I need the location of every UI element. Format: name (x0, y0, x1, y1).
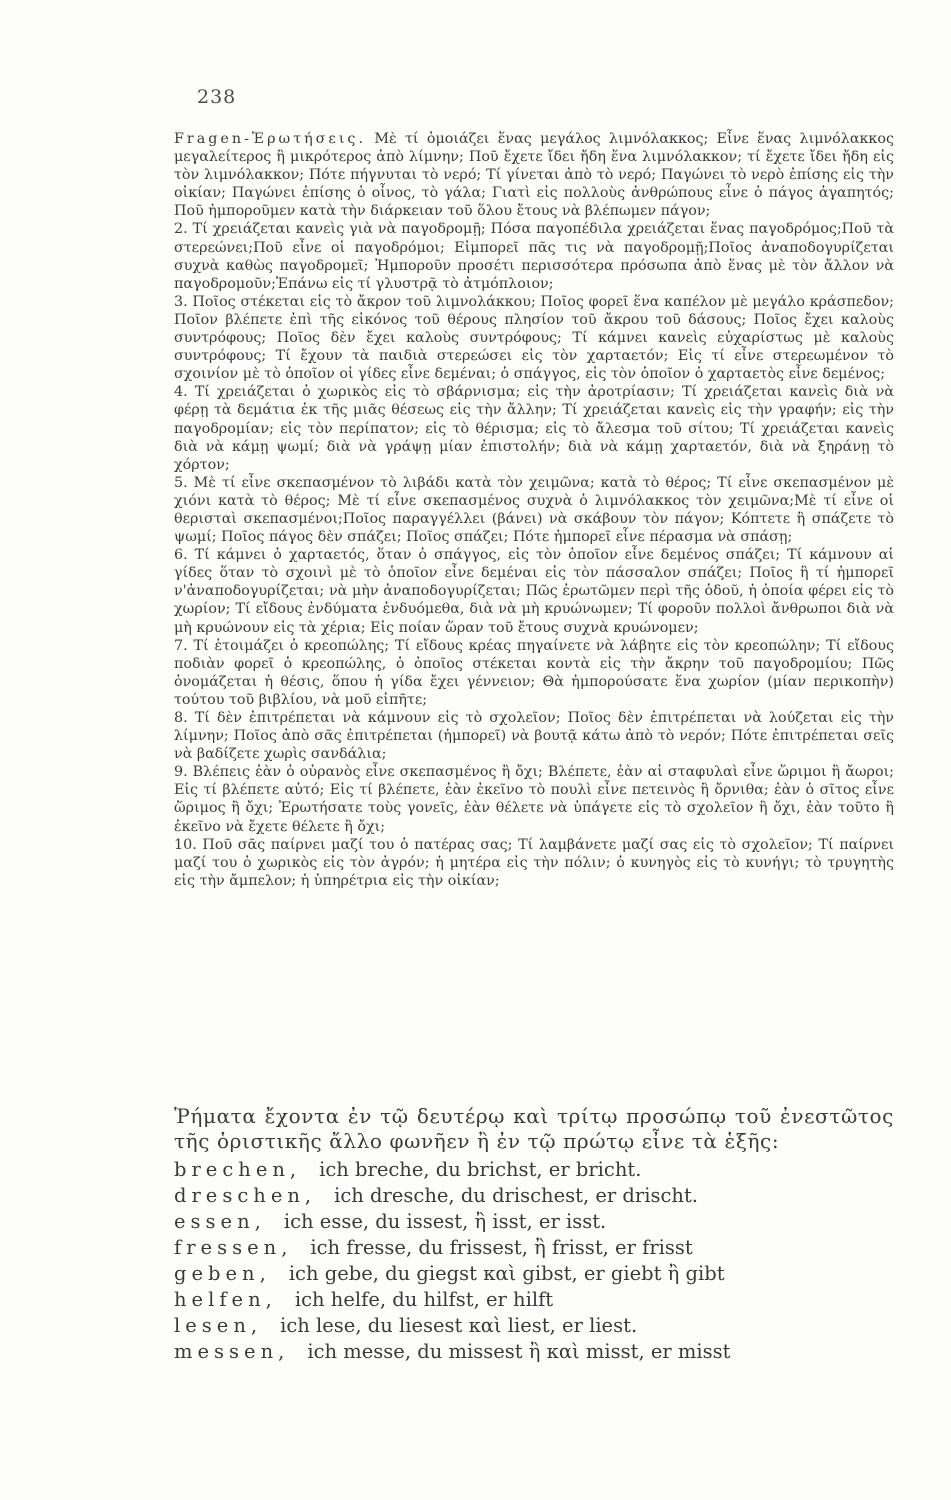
paragraph-10: 10. Ποῦ σᾶς παίρνει μαζί του ὁ πατέρας σας; Τί λαμβάνετε μαζί σας εἰς τὸ σχολεῖον; Τί παίρνει μαζί του ὁ χωρικὸς εἰς τὸν ἀγρόν; ἡ μητέρα εἰς τὴν πόλιν; ὁ κυνηγὸς εἰς τὸ κυνήγι; τὸ τρυγητὴς εἰς τὴν ἄμπελον; ἡ ὑπηρέτρια εἰς τὴν οἰκίαν; (174, 836, 894, 889)
paragraph-7: 7. Τί ἑτοιμάζει ὁ κρεοπώλης; Τί εἴδους κρέας πηγαίνετε νὰ λάβητε εἰς τὸν κρεοπώλην; Τί εἴδους ποδιὰν φορεῖ ὁ κρεοπώλης, ὁ ὁποῖος στέκεται κοντὰ εἰς τὴν ἄκρην τοῦ παγοδρομίου; Πῶς ὀνομάζεται ἡ θέσις, ὅπου ἡ γίδα ἔχει γέννειον; Θὰ ἠμπορούσατε ἕνα χωρίον (μίαν περικοπὴν) τούτου τοῦ βιβλίου, νὰ μοῦ εἰπῆτε; (174, 637, 894, 708)
verb-infinitive: fressen, (174, 1236, 293, 1259)
verb-forms: ich gebe, du giegst καὶ gibst, er giebt ἢ gibt (288, 1262, 725, 1285)
section-title: Fragen-Ἐρωτήσεις. (174, 131, 366, 147)
paragraph-4: 4. Τί χρειάζεται ὁ χωρικὸς εἰς τὸ σβάρνισμα; εἰς τὴν ἀροτρίασιν; Τί χρειάζεται κανεὶς διὰ νὰ φέρῃ τὰ δεμάτια ἐκ τῆς μιᾶς θέσεως εἰς τὴν ἄλλην; Τί χρειάζεται κανεὶς εἰς τὴν γραφήν; εἰς τὴν παγοδρομίαν; εἰς τὸν περίπατον; εἰς τὸ θέρισμα; εἰς τὸ ἄλεσμα τοῦ σίτου; Τί χρειάζεται κανεὶς διὰ νὰ κάμῃ ψωμί; διὰ νὰ γράψῃ μίαν ἐπιστολήν; διὰ νὰ κάμῃ χαρταετόν, διὰ νὰ ξηράνῃ τὸ χόρτον; (174, 384, 894, 473)
verb-list (174, 1157, 894, 1365)
verb-row (174, 1339, 894, 1365)
verb-row (174, 1157, 894, 1183)
verb-row (174, 1287, 894, 1313)
verb-infinitive: lesen, (174, 1314, 263, 1337)
verb-infinitive: essen, (174, 1210, 266, 1233)
verb-forms: ich helfe, du hilfst, er hilft (294, 1288, 554, 1311)
questions-section (174, 130, 894, 890)
verb-forms: ich lese, du liesest καὶ liest, er liest. (280, 1314, 638, 1337)
paragraph-9: 9. Βλέπεις ἐὰν ὁ οὐρανὸς εἶνε σκεπασμένος ἢ ὄχι; Βλέπετε, ἐὰν αἱ σταφυλαὶ εἶνε ὥριμοι ἢ ἄωροι; Εἰς τί βλέπετε αὐτό; Εἰς τί βλέπετε, ἐὰν ἐκεῖνο τὸ πουλὶ εἶνε πετεινὸς ἢ ὄρνιθα; ἐὰν ὁ σῖτος εἶνε ὥριμος ἢ ὄχι; Ἐρωτήσατε τοὺς γονεῖς, ἐὰν θέλετε νὰ ὑπάγετε εἰς τὸ σχολεῖον ἢ ὄχι, ἐὰν τοῦτο ἢ ἐκεῖνο νὰ ἔχετε θέλετε ἢ ὄχι; (174, 764, 894, 835)
verb-forms: ich dresche, du drischest, er drischt. (334, 1184, 698, 1207)
verb-row (174, 1183, 894, 1209)
verb-rule-section (174, 1104, 894, 1365)
verb-infinitive: dreschen, (174, 1184, 317, 1207)
verb-row (174, 1313, 894, 1339)
paragraph-text: Μὲ τί ὁμοιάζει ἕνας μεγάλος λιμνόλακκος; Εἶνε ἕνας λιμνόλακκος μεγαλείτερος ἢ μικρότερος ἀπὸ λίμνην; Ποῦ ἔχετε ἴδει ἤδη ἕνα λιμνόλακκον; τί ἔχετε ἴδει ἤδη εἰς τὸν λιμνόλακκον; Πότε πήγνυται τὸ νερό; Τί γίνεται ἀπὸ τὸ νερό; Παγώνει τὸ νερὸ ἐπίσης εἰς τὴν οἰκίαν; Παγώνει ἐπίσης ὁ οἶνος, τὸ γάλα; Γιατὶ εἰς πολλοὺς ἀνθρώπους εἶνε ὁ πάγος ἀγαπητός; Ποῦ ἠμποροῦμεν κατὰ τὴν διάρκειαν τοῦ ὅλου ἔτους νὰ βλέπωμεν πάγον; (174, 131, 894, 220)
verb-forms: ich messe, du missest ἢ καὶ misst, er misst (307, 1340, 731, 1363)
verb-infinitive: brechen, (174, 1158, 302, 1181)
verb-infinitive: helfen, (174, 1288, 277, 1311)
paragraph-3: 3. Ποῖος στέκεται εἰς τὸ ἄκρον τοῦ λιμνολάκκου; Ποῖος φορεῖ ἕνα καπέλον μὲ μεγάλο κράσπεδον; Ποῖον βλέπετε ἐπὶ τῆς εἰκόνος τοῦ θέρους πλησίον τοῦ ἄκρου τοῦ δάσους; Ποῖος ἔχει καλοὺς συντρόφους; Ποῖος δὲν ἔχει καλοὺς συντρόφους; Τί κάμνει κανεὶς εὐχαρίστως μὲ καλοὺς συντρόφους; Τί ἔχουν τὰ παιδιὰ στερεώσει εἰς τὸν χαρταετόν; Εἰς τί εἶνε στερεωμένον τὸ σχοινίον μὲ τὸ ὁποῖον οἱ γίδες εἶνε δεμέναι; ὁ σπάγγος, εἰς τὸν ὁποῖον ὁ χαρταετὸς εἶνε δεμένος; (174, 293, 894, 383)
verb-row (174, 1209, 894, 1235)
verb-forms: ich fresse, du frissest, ἢ frisst, er frisst (310, 1236, 693, 1259)
paragraph-5: 5. Μὲ τί εἶνε σκεπασμένον τὸ λιβάδι κατὰ τὸν χειμῶνα; κατὰ τὸ θέρος; Τί εἶνε σκεπασμένον μὲ χιόνι κατὰ τὸ θέρος; Μὲ τί εἶνε σκεπασμένος συχνὰ ὁ λιμνόλακκος τὸν χειμῶνα;Μὲ τί εἶνε οἱ θερισταὶ σκεπασμένοι;Ποῖος παραγγέλλει (βάνει) νὰ σκάβουν τὸν πάγον; Κόπτετε ἢ σπάζετε τὸ ψωμί; Ποῖος πάγος δὲν σπάζει; Ποῖος σπάζει; Πότε ἠμπορεῖ εἶνε πέρασμα νὰ σπάσῃ; (174, 474, 894, 546)
verb-forms: ich breche, du brichst, er bricht. (319, 1158, 642, 1181)
rule-heading: Ῥήματα ἔχοντα ἐν τῷ δευτέρῳ καὶ τρίτῳ προσώπῳ τοῦ ἐνεστῶτος τῆς ὁριστικῆς ἄλλο φωνῆεν ἢ ἐν τῷ πρώτῳ εἶνε τὰ ἑξῆς: (174, 1104, 894, 1153)
verb-row (174, 1235, 894, 1261)
verb-infinitive: messen, (174, 1340, 290, 1363)
paragraph-1 (174, 130, 894, 220)
page-number: 238 (197, 86, 237, 108)
paragraph-2: 2. Τί χρειάζεται κανεὶς γιὰ νὰ παγοδρομῇ; Πόσα παγοπέδιλα χρειάζεται ἕνας παγοδρόμος;Ποῦ τὰ στερεώνει;Ποῦ εἶνε οἱ παγοδρόμοι; Εἰμπορεῖ πᾶς τις νὰ παγοδρομῇ;Ποῖος ἀναποδογυρίζεται συχνὰ καθὼς παγοδρομεῖ; Ἠμποροῦν προσέτι περισσότερα πρόσωπα ἀπὸ ἕνας μὲ τὸν ἄλλον νὰ παγοδρομοῦν;Ἐπάνω εἰς τί γλυστρᾷ τὸ ἀτμόπλοιον; (174, 221, 894, 292)
paragraph-8: 8. Τί δὲν ἐπιτρέπεται νὰ κάμνουν εἰς τὸ σχολεῖον; Ποῖος δὲν ἐπιτρέπεται νὰ λούζεται εἰς τὴν λίμνην; Ποῖος ἀπὸ σᾶς ἐπιτρέπεται (ἠμπορεῖ) νὰ βουτᾷ κάτω ἀπὸ τὸ νερόν; Πότε ἐπιτρέπεται σεῖς νὰ βαδίζετε χωρὶς σανδάλια; (174, 710, 894, 763)
verb-row (174, 1261, 894, 1287)
verb-forms: ich esse, du issest, ἢ isst, er isst. (283, 1210, 607, 1233)
paragraph-6: 6. Τί κάμνει ὁ χαρταετός, ὅταν ὁ σπάγγος, εἰς τὸν ὁποῖον εἶνε δεμένος σπάζει; Τί κάμνουν αἱ γίδες ὅταν τὸ σχοινὶ μὲ τὸ ὁποῖον εἶνε δεμέναι εἰς τὸν πάσσαλον σπάζει; Ποῖος ἢ τί ἠμπορεῖ ν'ἀναποδογυρίζεται; νὰ μὴν ἀναποδογυρίζεται; Πῶς ἐρωτῶμεν περὶ τῆς ὁδοῦ, ἡ ὁποία φέρει εἰς τὸ χωρίον; Τί εἴδους ἐνδύματα ἐνδυόμεθα, διὰ νὰ μὴ κρυώνωμεν; Τί φοροῦν πολλοὶ ἄνθρωποι διὰ νὰ μὴ κρυώνουν εἰς τὰ χέρια; Εἰς ποίαν ὥραν τοῦ ἔτους συχνὰ κρυώνομεν; (174, 547, 894, 636)
verb-infinitive: geben, (174, 1262, 271, 1285)
